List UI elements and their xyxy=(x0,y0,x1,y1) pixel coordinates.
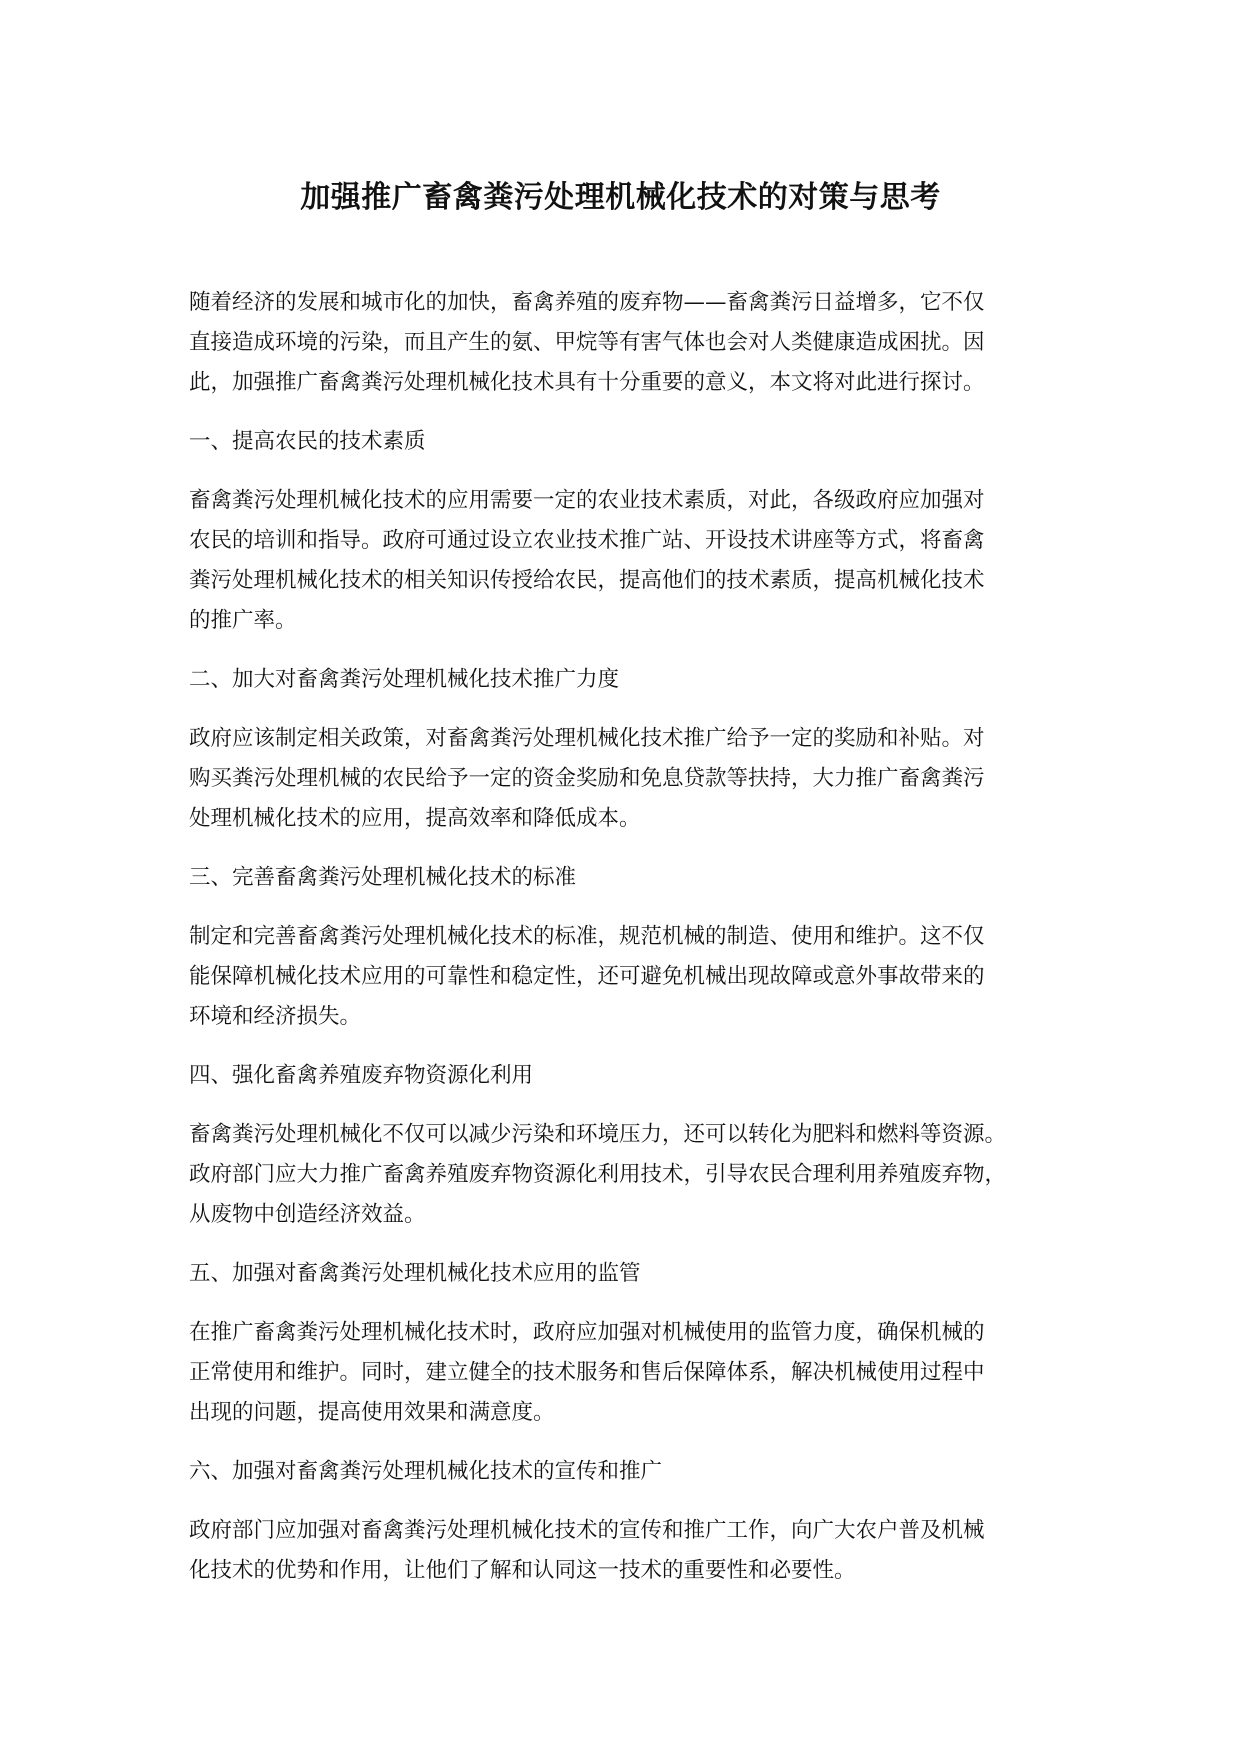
paragraph-line: 政府部门应大力推广畜禽养殖废弃物资源化利用技术，引导农民合理利用养殖废弃物， xyxy=(189,1162,1007,1187)
paragraph-line: 的推广率。 xyxy=(189,608,297,633)
paragraph-line: 正常使用和维护。同时，建立健全的技术服务和售后保障体系，解决机械使用过程中 xyxy=(189,1360,985,1385)
paragraph-line: 随着经济的发展和城市化的加快，畜禽养殖的废弃物——畜禽粪污日益增多，它不仅 xyxy=(189,290,985,315)
section-paragraph-4 xyxy=(189,1115,1069,1235)
section-heading-1: 一、提高农民的技术素质 xyxy=(189,429,426,454)
document-body xyxy=(189,283,1069,1610)
paragraph-line: 在推广畜禽粪污处理机械化技术时，政府应加强对机械使用的监管力度，确保机械的 xyxy=(189,1320,985,1345)
paragraph-line: 购买粪污处理机械的农民给予一定的资金奖励和免息贷款等扶持，大力推广畜禽粪污 xyxy=(189,766,985,791)
paragraph-line: 化技术的优势和作用，让他们了解和认同这一技术的重要性和必要性。 xyxy=(189,1558,856,1583)
paragraph-line: 制定和完善畜禽粪污处理机械化技术的标准，规范机械的制造、使用和维护。这不仅 xyxy=(189,924,985,949)
paragraph-line: 直接造成环境的污染，而且产生的氨、甲烷等有害气体也会对人类健康造成困扰。因 xyxy=(189,330,985,355)
document-title: 加强推广畜禽粪污处理机械化技术的对策与思考 xyxy=(300,180,941,215)
paragraph-line: 粪污处理机械化技术的相关知识传授给农民，提高他们的技术素质，提高机械化技术 xyxy=(189,568,985,593)
paragraph-line: 环境和经济损失。 xyxy=(189,1004,362,1029)
section-heading-5: 五、加强对畜禽粪污处理机械化技术应用的监管 xyxy=(189,1261,641,1286)
section-heading-4: 四、强化畜禽养殖废弃物资源化利用 xyxy=(189,1063,534,1088)
section-heading-6: 六、加强对畜禽粪污处理机械化技术的宣传和推广 xyxy=(189,1459,663,1484)
paragraph-line: 此，加强推广畜禽粪污处理机械化技术具有十分重要的意义，本文将对此进行探讨。 xyxy=(189,370,985,395)
section-paragraph-3 xyxy=(189,917,1069,1037)
paragraph-line: 农民的培训和指导。政府可通过设立农业技术推广站、开设技术讲座等方式，将畜禽 xyxy=(189,528,985,553)
section-heading-3: 三、完善畜禽粪污处理机械化技术的标准 xyxy=(189,865,577,890)
section-paragraph-5 xyxy=(189,1313,1069,1433)
intro-paragraph xyxy=(189,283,1069,403)
paragraph-line: 能保障机械化技术应用的可靠性和稳定性，还可避免机械出现故障或意外事故带来的 xyxy=(189,964,985,989)
section-paragraph-2 xyxy=(189,719,1069,839)
section-heading-2: 二、加大对畜禽粪污处理机械化技术推广力度 xyxy=(189,667,620,692)
section-paragraph-6 xyxy=(189,1511,1069,1591)
section-paragraph-1 xyxy=(189,481,1069,641)
paragraph-line: 从废物中创造经济效益。 xyxy=(189,1202,426,1227)
paragraph-line: 畜禽粪污处理机械化技术的应用需要一定的农业技术素质，对此，各级政府应加强对 xyxy=(189,488,985,513)
paragraph-line: 畜禽粪污处理机械化不仅可以减少污染和环境压力，还可以转化为肥料和燃料等资源。 xyxy=(189,1122,1007,1147)
paragraph-line: 政府应该制定相关政策，对畜禽粪污处理机械化技术推广给予一定的奖励和补贴。对 xyxy=(189,726,985,751)
paragraph-line: 处理机械化技术的应用，提高效率和降低成本。 xyxy=(189,806,641,831)
paragraph-line: 出现的问题，提高使用效果和满意度。 xyxy=(189,1400,555,1425)
paragraph-line: 政府部门应加强对畜禽粪污处理机械化技术的宣传和推广工作，向广大农户普及机械 xyxy=(189,1518,985,1543)
